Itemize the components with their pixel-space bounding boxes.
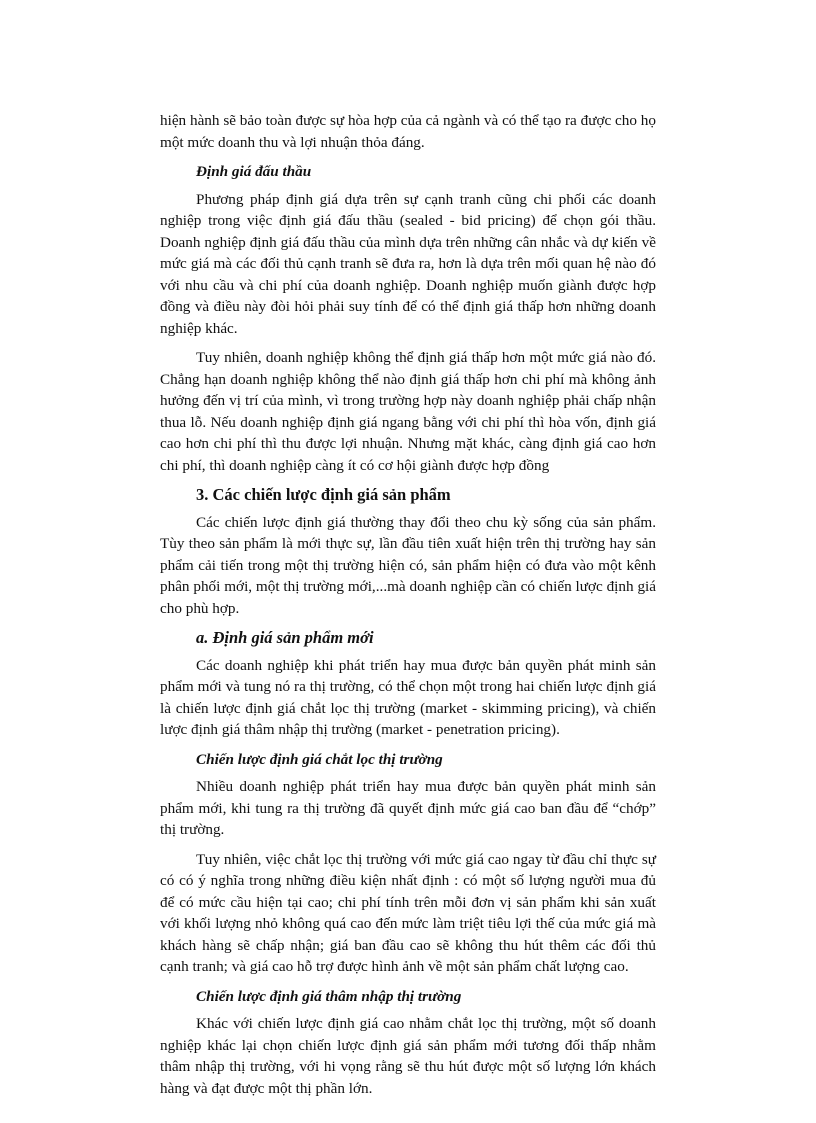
heading-skimming-strategy: Chiến lược định giá chắt lọc thị trường — [196, 750, 443, 768]
paragraph-new-product-strategies: Các doanh nghiệp khi phát triển hay mua được bản quyền phát minh sản phẩm mới và tung nó ra thị trường, có thể chọn một trong hai chiến lược định giá là chiến lược định giá chắt lọc thị trường (market - skimming pricing), và chiến lược định giá thâm nhập thị trường (market - penetration pricing). — [160, 656, 656, 738]
document-page — [160, 110, 656, 1107]
heading-penetration-strategy: Chiến lược định giá thâm nhập thị trường — [196, 987, 462, 1005]
paragraph-bid-pricing-limits: Tuy nhiên, doanh nghiệp không thể định giá thấp hơn một mức giá nào đó. Chẳng hạn doanh nghiệp không thể nào định giá thấp hơn chi phí mà không ảnh hưởng đến vị trí của mình, vì trong trường hợp này doanh nghiệp phải chấp nhận thua lỗ. Nếu doanh nghiệp định giá ngang bằng với chi phí thì hòa vốn, định giá cao hơn chi phí thì thu được lợi nhuận. Nhưng mặt khác, càng định giá cao hơn chi phí, thì doanh nghiệp càng ít có cơ hội giành được hợp đồng — [160, 349, 656, 474]
paragraph-continuation: hiện hành sẽ bảo toàn được sự hòa hợp của cả ngành và có thể tạo ra được cho họ một mức doanh thu và lợi nhuận thỏa đáng. — [160, 112, 656, 151]
paragraph-pricing-strategies-intro: Các chiến lược định giá thường thay đổi theo chu kỳ sống của sản phẩm. Tùy theo sản phẩm là mới thực sự, lần đầu tiên xuất hiện trên thị trường hay sản phẩm cải tiến trong một thị trường hiện có, sản phẩm hiện có đưa vào một kênh phân phối mới, một thị trường mới,...mà doanh nghiệp cần có chiến lược định giá cho phù hợp. — [160, 513, 656, 617]
paragraph-penetration-intro: Khác với chiến lược định giá cao nhằm chắt lọc thị trường, một số doanh nghiệp khác lại chọn chiến lược định giá sản phẩm mới tương đối thấp nhằm thâm nhập thị trường, với hi vọng rằng sẽ thu hút được một số lượng lớn khách hàng và đạt được một thị phần lớn. — [160, 1015, 656, 1097]
heading-sealed-bid-pricing: Định giá đấu thầu — [196, 163, 312, 180]
paragraph-skimming-conditions: Tuy nhiên, việc chắt lọc thị trường với mức giá cao ngay từ đầu chỉ thực sự có có ý nghĩa trong những điều kiện nhất định : có một số lượng người mua đủ để có mức cầu hiện tại cao; chi phí tính trên mỗi đơn vị sản phẩm khi sản xuất với khối lượng nhỏ không quá cao đến mức làm triệt tiêu lợi thế của mức giá mà khách hàng sẽ chấp nhận; giá ban đầu cao sẽ không thu hút thêm các đối thủ cạnh tranh; và giá cao hỗ trợ được hình ảnh về một sản phẩm chất lượng cao. — [160, 850, 656, 975]
heading-section-3: 3. Các chiến lược định giá sản phẩm — [196, 485, 451, 504]
paragraph-bid-pricing-method: Phương pháp định giá dựa trên sự cạnh tranh cũng chi phối các doanh nghiệp trong việc định giá đấu thầu (sealed - bid pricing) để chọn gói thầu. Doanh nghiệp định giá đấu thầu của mình dựa trên những cân nhắc và dự kiến về mức giá mà các đối thủ cạnh tranh sẽ đưa ra, hơn là dựa trên mối quan hệ nào đó với nhu cầu và chi phí của doanh nghiệp. Doanh nghiệp muốn giành được hợp đồng và điều này đòi hỏi phải suy tính để có thể định giá thấp hơn những doanh nghiệp khác. — [160, 190, 656, 337]
heading-new-product-pricing: a. Định giá sản phẩm mới — [196, 628, 374, 647]
paragraph-skimming-intro: Nhiều doanh nghiệp phát triển hay mua được bản quyền phát minh sản phẩm mới, khi tung ra thị trường đã quyết định mức giá cao ban đầu để “chớp” thị trường. — [160, 778, 656, 838]
